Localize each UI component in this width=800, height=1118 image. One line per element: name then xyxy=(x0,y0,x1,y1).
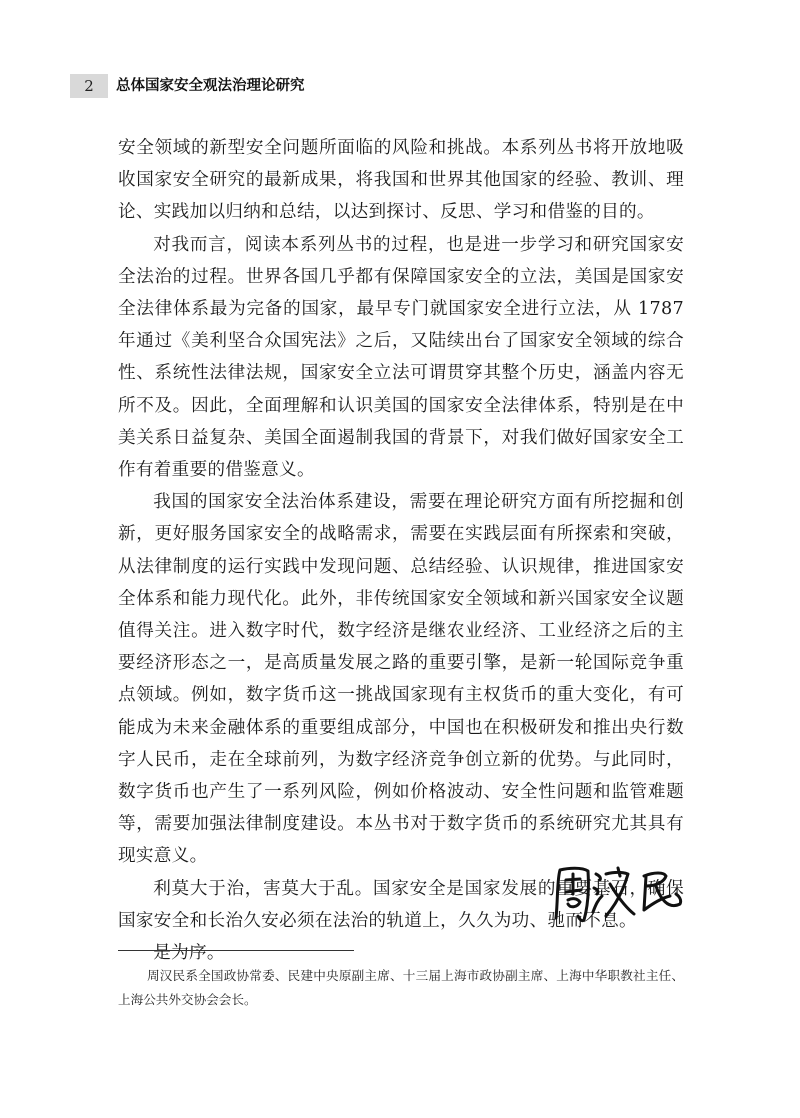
page-number-box xyxy=(70,74,108,98)
page-number: 2 xyxy=(84,77,94,95)
handwritten-signature xyxy=(548,858,688,928)
footnote-divider xyxy=(118,950,354,951)
signature-icon xyxy=(548,858,688,928)
paragraph-5: 是为序。 xyxy=(153,943,225,964)
paragraph-3: 我国的国家安全法治体系建设，需要在理论研究方面有所挖掘和创新，更好服务国家安全的战略需求，需要在实践层面有所探索和突破，从法律制度的运行实践中发现问题、总结经验、认识规律，推进国家安全体系和能力现代化。此外，非传统国家安全领域和新兴国家安全议题值得关注。进入数字时代，数字经济是继农业经济、工业经济之后的主要经济形态之一，是高质量发展之路的重要引擎，是新一轮国际竞争重点领域。例如，数字货币这一挑战国家现有主权货币的重大变化，有可能成为未来金融体系的重要组成部分，中国也在积极研发和推出央行数字人民币，走在全球前列，为数字经济竞争创立新的优势。与此同时，数字货币也产生了一系列风险，例如价格波动、安全性问题和监管难题等，需要加强法律制度建设。本丛书对于数字货币的系统研究尤其具有现实意义。 xyxy=(118,492,684,867)
paragraph-2: 对我而言，阅读本系列丛书的过程，也是进一步学习和研究国家安全法治的过程。世界各国几乎都有保障国家安全的立法，美国是国家安全法律体系最为完备的国家，最早专门就国家安全进行立法，从 1787 年通过《美利坚合众国宪法》之后，又陆续出台了国家安全领域的综合性、系统性法律法规，国家安全立法可谓贯穿其整个历史，涵盖内容无所不及。因此，全面理解和认识美国的国家安全法律体系，特别是在中美关系日益复杂、美国全面遏制我国的背景下，对我们做好国家安全工作有着重要的借鉴意义。 xyxy=(118,234,684,481)
footnote: 周汉民系全国政协常委、民建中央原副主席、十三届上海市政协副主席、上海中华职教社主任、上海公共外交协会会长。 xyxy=(118,968,684,1007)
running-title: 总体国家安全观法治理论研究 xyxy=(116,78,305,94)
page-header xyxy=(0,74,800,98)
paragraph-1: 安全领域的新型安全问题所面临的风险和挑战。本系列丛书将开放地吸收国家安全研究的最新成果，将我国和世界其他国家的经验、教训、理论、实践加以归纳和总结，以达到探讨、反思、学习和借鉴的目的。 xyxy=(118,138,684,223)
main-text xyxy=(118,132,684,969)
paragraph-4: 利莫大于治，害莫大于乱。国家安全是国家发展的重要基石，确保国家安全和长治久安必须在法治的轨道上，久久为功、驰而不息。 xyxy=(118,878,684,931)
